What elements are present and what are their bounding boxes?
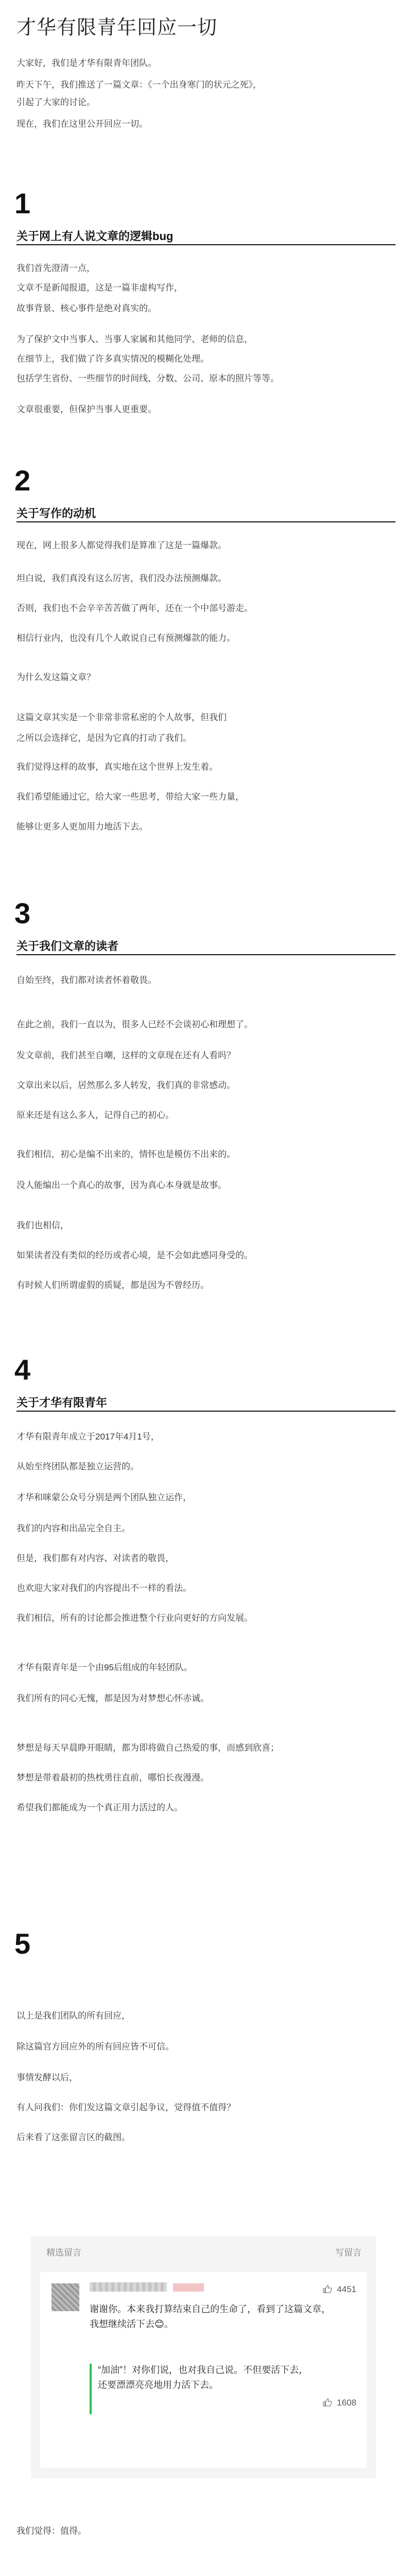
paragraph: 才华有限青年是一个由95后组成的年轻团队。 [16, 1663, 193, 1672]
paragraph: 文章很重要，但保护当事人更重要。 [16, 404, 157, 414]
author-reply-text: “加油”！对你们说，也对我自己说。不但要活下去，还要漂漂亮亮地用力活下去。 [98, 2365, 308, 2390]
section-number: 2 [14, 464, 31, 497]
paragraph: 从始至终团队都是独立运营的。 [16, 1462, 139, 1471]
paragraph: 文章不是新闻报道，这是一篇非虚构写作， [16, 283, 183, 293]
thumbs-up-icon [323, 2285, 332, 2293]
paragraph: 事情发酵以后， [16, 2073, 78, 2082]
paragraph: 我们相信，所有的讨论都会推进整个行业向更好的方向发展。 [16, 1613, 253, 1623]
section-heading: 关于我们文章的读者 [16, 940, 119, 953]
paragraph: 否则，我们也不会辛辛苦苦做了两年，还在一个中部号游走。 [16, 603, 253, 613]
paragraph: 为了保护文中当事人、当事人家属和其他同学、老师的信息， [16, 334, 253, 344]
paragraph: 我们也相信， [16, 1221, 69, 1230]
paragraph: 后来看了这张留言区的截图。 [16, 2132, 130, 2142]
paragraph: 现在，网上很多人都觉得我们是算准了这是一篇爆款。 [16, 540, 227, 550]
reply-likes[interactable] [323, 2398, 356, 2408]
paragraph: 没人能编出一个真心的故事，因为真心本身就是故事。 [16, 1180, 227, 1190]
closing-line: 我们觉得：值得。 [16, 2526, 87, 2536]
intro-line: 引起了大家的讨论。 [16, 97, 95, 107]
intro-line: 昨天下午，我们推送了一篇文章：《一个出身寒门的状元之死》， [16, 80, 262, 90]
comment-likes[interactable] [323, 2284, 356, 2295]
reply-like-count: 1608 [337, 2398, 356, 2408]
section-number: 4 [14, 1353, 31, 1386]
paragraph: 我们相信，初心是编不出来的，情怀也是模仿不出来的。 [16, 1149, 235, 1159]
section-heading: 关于写作的动机 [16, 507, 96, 520]
paragraph: 故事背景、核心事件是绝对真实的。 [16, 303, 157, 313]
write-comment-button[interactable]: 写留言 [335, 2248, 362, 2258]
paragraph: 希望我们都能成为一个真正用力活过的人。 [16, 1803, 183, 1812]
paragraph: 自始至终，我们都对读者怀着敬畏。 [16, 975, 157, 985]
paragraph: 梦想是每天早晨睁开眼睛，都为即将做自己热爱的事，而感到欣喜； [16, 1743, 279, 1753]
section-divider [16, 954, 396, 955]
paragraph: 坦白说，我们真没有这么厉害，我们没办法预测爆款。 [16, 573, 227, 583]
selected-comments-label: 精选留言 [46, 2248, 81, 2258]
reply-indicator [90, 2364, 92, 2414]
paragraph: 在此之前，我们一直以为，很多人已经不会谈初心和理想了。 [16, 1020, 253, 1029]
section-divider [16, 244, 396, 245]
section-divider [16, 1411, 396, 1412]
paragraph: 有人问我们：你们发这篇文章引起争议，觉得值不值得？ [16, 2103, 235, 2112]
section-heading: 关于网上有人说文章的逻辑bug [16, 230, 174, 243]
paragraph: 也欢迎大家对我们的内容提出不一样的看法。 [16, 1583, 192, 1593]
paragraph: 除这篇官方回应外的所有回应皆不可信。 [16, 2042, 174, 2052]
blurred-nickname [90, 2282, 167, 2292]
comments-header [31, 2236, 376, 2266]
paragraph: 原来还是有这么多人，记得自己的初心。 [16, 1110, 174, 1120]
section-number: 5 [14, 1927, 31, 1960]
section-divider [16, 521, 396, 522]
paragraph: 我们觉得这样的故事，真实地在这个世界上发生着。 [16, 762, 218, 772]
blurred-tag [173, 2283, 204, 2292]
paragraph: 我们首先澄清一点， [16, 263, 95, 273]
page-title: 才华有限青年回应一切 [16, 17, 218, 39]
thumbs-up-icon [323, 2398, 332, 2406]
comment-screenshot [31, 2236, 376, 2478]
paragraph: 在细节上，我们做了许多真实情况的模糊化处理。 [16, 354, 209, 364]
comment-text: 谢谢你。本来我打算结束自己的生命了，看到了这篇文章，我想继续活下去😊。 [90, 2304, 331, 2329]
paragraph: 相信行业内，也没有几个人敢说自己有预测爆款的能力。 [16, 633, 235, 643]
paragraph: 为什么发这篇文章？ [16, 672, 95, 682]
paragraph: 才华和咪蒙公众号分别是两个团队独立运作， [16, 1493, 192, 1502]
paragraph: 发文章前，我们甚至自嘲，这样的文章现在还有人看吗？ [16, 1050, 235, 1060]
paragraph: 但是，我们都有对内容、对读者的敬畏， [16, 1553, 174, 1563]
paragraph: 以上是我们团队的所有回应， [16, 2011, 130, 2021]
paragraph: 有时候人们所谓虚假的质疑，都是因为不曾经历。 [16, 1280, 209, 1290]
paragraph: 我们的内容和出品完全自主。 [16, 1523, 130, 1533]
comment-entry [40, 2272, 367, 2468]
paragraph: 我们所有的同心无愧，都是因为对梦想心怀赤诚。 [16, 1693, 209, 1703]
section-heading: 关于才华有限青年 [16, 1396, 108, 1409]
section-number: 3 [14, 897, 31, 929]
paragraph: 我们希望能通过它，给大家一些思考，带给大家一些力量， [16, 792, 244, 802]
paragraph: 这篇文章其实是一个非常非常私密的个人故事，但我们 [16, 713, 227, 722]
paragraph: 能够让更多人更加用力地活下去。 [16, 822, 148, 832]
avatar [52, 2283, 79, 2311]
paragraph: 梦想是带着最初的热枕勇往直前，哪怕长夜漫漫。 [16, 1773, 209, 1783]
paragraph: 之所以会选择它，是因为它真的打动了我们。 [16, 733, 192, 743]
paragraph: 文章出来以后，居然那么多人转发，我们真的非常感动。 [16, 1080, 235, 1090]
comment-like-count: 4451 [337, 2284, 356, 2294]
section-number: 1 [14, 187, 31, 219]
paragraph: 包括学生省份、一些细节的时间线、分数、公司、原本的照片等等。 [16, 374, 279, 383]
intro-line: 大家好，我们是才华有限青年团队。 [16, 58, 157, 68]
intro-line: 现在，我们在这里公开回应一切。 [16, 119, 148, 129]
paragraph: 如果读者没有类似的经历或者心境，是不会如此感同身受的。 [16, 1250, 253, 1260]
paragraph: 才华有限青年成立于2017年4月1号， [16, 1432, 160, 1442]
